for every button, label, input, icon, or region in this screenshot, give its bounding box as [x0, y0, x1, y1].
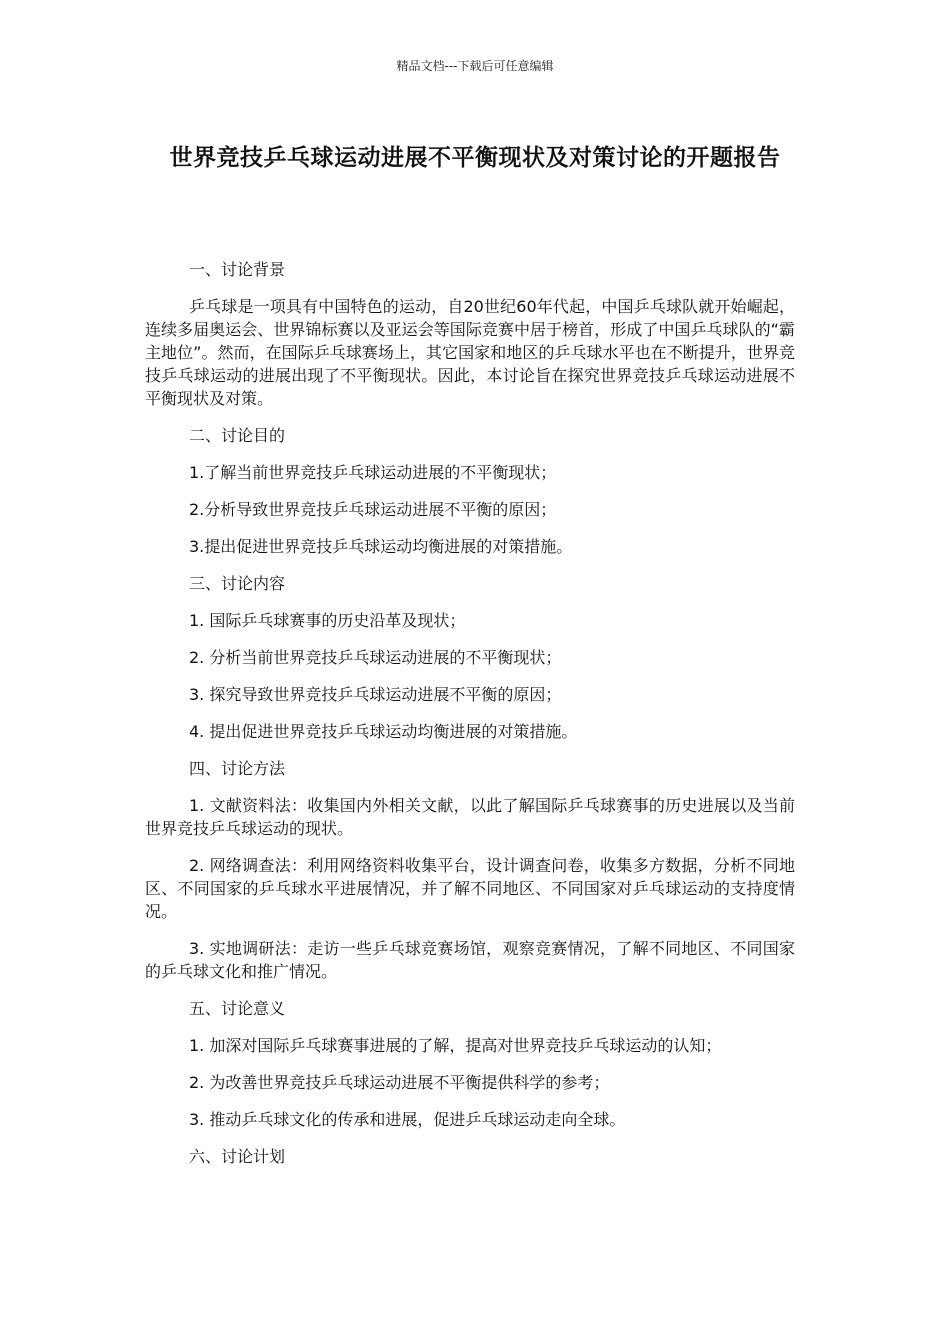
section-heading: 三、讨论内容 [189, 574, 286, 593]
list-item: 1. 加深对国际乒乓球赛事进展的了解，提高对世界竞技乒乓球运动的认知； [189, 1036, 722, 1055]
section-heading: 一、讨论背景 [189, 260, 286, 279]
section-plan [145, 1145, 795, 1168]
section-heading: 五、讨论意义 [189, 999, 286, 1018]
page-header: 精品文档---下载后可任意编辑 [396, 59, 554, 73]
section-methods [145, 757, 795, 983]
list-item: 1. 国际乒乓球赛事的历史沿革及现状； [189, 611, 466, 630]
section-content [145, 572, 795, 743]
paragraph: 2. 网络调查法：利用网络资料收集平台，设计调查问卷，收集多方数据，分析不同地区、不同国家的乒乓球水平进展情况，并了解不同地区、不同国家对乒乓球运动的支持度情况。 [145, 856, 795, 921]
section-background [145, 258, 795, 410]
list-item: 3.提出促进世界竞技乒乓球运动均衡进展的对策措施。 [189, 537, 573, 556]
list-item: 3. 推动乒乓球文化的传承和进展，促进乒乓球运动走向全球。 [189, 1110, 626, 1129]
paragraph: 乒乓球是一项具有中国特色的运动，自20世纪60年代起，中国乒乓球队就开始崛起，连续多届奥运会、世界锦标赛以及亚运会等国际竞赛中居于榜首，形成了中国乒乓球队的“霸主地位”。然而，在国际乒乓球赛场上，其它国家和地区的乒乓球水平也在不断提升，世界竞技乒乓球运动的进展出现了不平衡现状。因此，本讨论旨在探究世界竞技乒乓球运动进展不平衡现状及对策。 [145, 297, 795, 408]
section-heading: 二、讨论目的 [189, 426, 286, 445]
list-item: 3. 探究导致世界竞技乒乓球运动进展不平衡的原因； [189, 685, 562, 704]
document-body [145, 258, 795, 1182]
paragraph: 1. 文献资料法：收集国内外相关文献，以此了解国际乒乓球赛事的历史进展以及当前世界竞技乒乓球运动的现状。 [145, 796, 795, 838]
list-item: 2. 分析当前世界竞技乒乓球运动进展的不平衡现状； [189, 648, 562, 667]
section-significance [145, 997, 795, 1131]
paragraph: 3. 实地调研法：走访一些乒乓球竞赛场馆，观察竞赛情况，了解不同地区、不同国家的乒乓球文化和推广情况。 [145, 939, 795, 981]
section-heading: 六、讨论计划 [189, 1147, 286, 1166]
document-title: 世界竞技乒乓球运动进展不平衡现状及对策讨论的开题报告 [169, 145, 781, 171]
list-item: 1.了解当前世界竞技乒乓球运动进展的不平衡现状； [189, 463, 557, 482]
list-item: 4. 提出促进世界竞技乒乓球运动均衡进展的对策措施。 [189, 722, 578, 741]
list-item: 2.分析导致世界竞技乒乓球运动进展不平衡的原因； [189, 500, 557, 519]
section-heading: 四、讨论方法 [189, 759, 286, 778]
list-item: 2. 为改善世界竞技乒乓球运动进展不平衡提供科学的参考； [189, 1073, 610, 1092]
section-purpose [145, 424, 795, 558]
